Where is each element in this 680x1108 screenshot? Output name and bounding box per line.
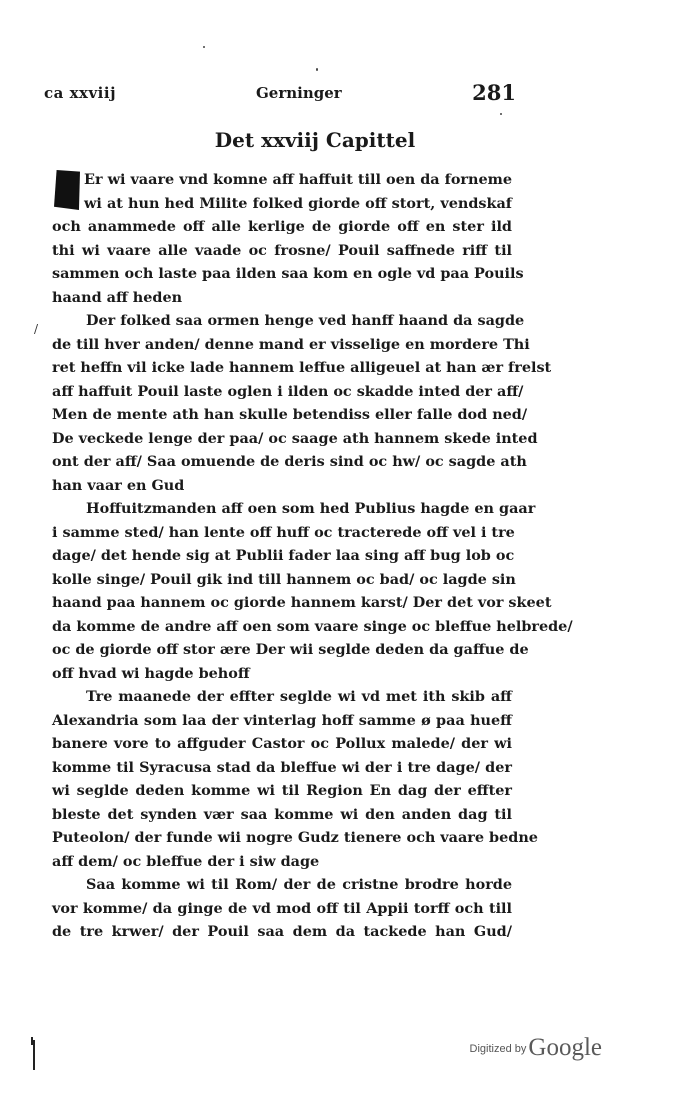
text-line: haand aff heden xyxy=(52,288,183,306)
page-number: 281 xyxy=(472,80,516,105)
text-line: Saa komme wi til Rom/ der de cristne brodre horde xyxy=(86,876,512,893)
text-line: off hvad wi hagde behoff xyxy=(52,664,250,682)
text-line: och anammede off alle kerlige de giorde off en ster ild xyxy=(52,218,512,235)
text-line: Er wi vaare vnd komne aff haffuit till oen da forneme xyxy=(84,171,512,188)
digitized-by-label: Digitized by xyxy=(469,1043,527,1055)
chapter-title xyxy=(0,128,680,152)
text-line: wi seglde deden komme wi til Region En dag der effter xyxy=(52,782,512,799)
text-line: Tre maanede der effter seglde wi vd met ith skib aff xyxy=(86,688,512,705)
text-line: wi at hun hed Milite folked giorde off stort, vendskaf xyxy=(84,194,512,212)
scan-speck xyxy=(316,68,318,71)
text-line: i samme sted/ han lente off huff oc tracterede off vel i tre xyxy=(52,523,515,541)
text-line: oc de giorde off stor ære Der wii seglde deden da gaffue de xyxy=(52,641,529,658)
text-line: Hoffuitzmanden aff oen som hed Publius hagde en gaar xyxy=(86,500,536,517)
text-line: dage/ det hende sig at Publii fader laa sing aff bug lob oc xyxy=(52,547,515,564)
text-line: haand paa hannem oc giorde hannem karst/ Der det vor skeet xyxy=(52,594,552,611)
scan-speck xyxy=(500,113,502,115)
text-line: de till hver anden/ denne mand er visselige en mordere Thi xyxy=(52,335,530,353)
text-line: vor komme/ da ginge de vd mod off til Appii torff och till xyxy=(52,899,512,917)
text-line: han vaar en Gud xyxy=(52,476,185,494)
text-line: bleste det synden vær saa komme wi den anden dag til xyxy=(52,805,512,823)
text-line: Alexandria som laa der vinterlag hoff samme ø paa hueff xyxy=(52,711,512,729)
drop-cap-initial xyxy=(54,170,80,210)
chapter-title-text: Det xxviij Capittel xyxy=(214,128,416,152)
text-line: ont der aff/ Saa omuende de deris sind oc hw/ oc sagde ath xyxy=(52,453,527,470)
text-line: ret heffn vil icke lade hannem leffue alligeuel at han ær frelst xyxy=(52,359,552,376)
text-line: sammen och laste paa ilden saa kom en ogle vd paa Pouils xyxy=(52,265,524,282)
text-line: banere vore to affguder Castor oc Pollux malede/ der wi xyxy=(52,735,512,752)
body-text xyxy=(52,168,573,944)
text-line: De veckede lenge der paa/ oc saage ath hannem skede inted xyxy=(52,429,538,447)
text-line: thi wi vaare alle vaade oc frosne/ Pouil saffnede riff til xyxy=(52,241,512,259)
text-line: Der folked saa ormen henge ved hanff haand da sagde xyxy=(86,312,525,329)
google-logo: Google xyxy=(528,1034,602,1061)
scan-speck xyxy=(203,46,205,48)
running-header xyxy=(44,80,516,108)
text-line: Puteolon/ der funde wii nogre Gudz tienere och vaare bedne xyxy=(52,829,538,846)
text-line: Men de mente ath han skulle betendiss eller falle dod ned/ xyxy=(52,406,528,423)
scan-edge-bar xyxy=(33,1040,35,1070)
text-line: komme til Syracusa stad da bleffue wi der i tre dage/ der xyxy=(52,758,512,776)
text-line: da komme de andre aff oen som vaare singe oc bleffue helbrede/ xyxy=(52,617,573,635)
digitized-by-google-watermark xyxy=(470,1034,602,1062)
margin-mark: / xyxy=(34,322,39,336)
text-line: aff haffuit Pouil laste oglen i ilden oc skadde inted der aff/ xyxy=(52,382,524,400)
text-line: de tre krwer/ der Pouil saa dem da tackede han Gud/ xyxy=(52,923,512,940)
text-line: aff dem/ oc bleffue der i siw dage xyxy=(52,852,320,870)
running-title: Gerninger xyxy=(256,84,342,102)
signature-mark: ca xxviij xyxy=(44,84,116,102)
text-line: kolle singe/ Pouil gik ind till hannem oc bad/ oc lagde sin xyxy=(52,570,516,588)
